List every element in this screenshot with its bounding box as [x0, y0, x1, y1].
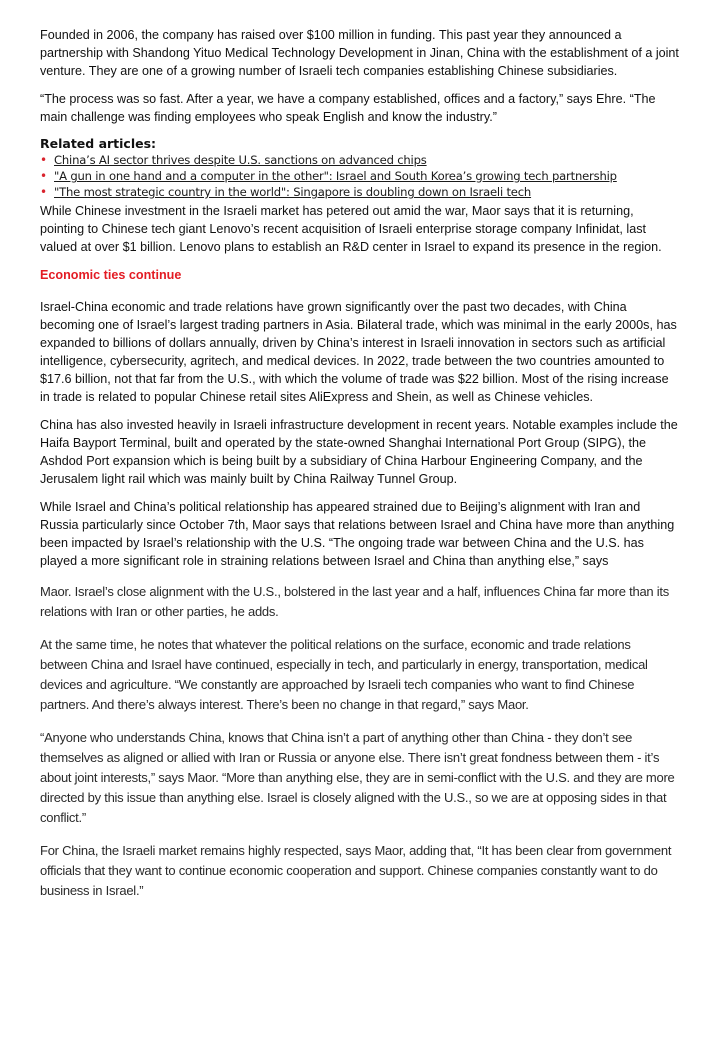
paragraph-political-relationship: While Israel and China’s political relationship has appeared strained due to Beijing’s alignment with Iran and Russia particularly since October 7th, Maor says that relations between Israel and China have more than anything been impacted by Israel’s relationship with the U.S. “The ongoing trade war between China and the U.S. has played a more significant role in straining relations between Israel and China than anything else,” says: [40, 500, 675, 568]
section-heading-economic-ties: Economic ties continue: [40, 268, 182, 282]
related-article-link-singapore[interactable]: "The most strategic country in the world": Singapore is doubling down on Israeli tech: [54, 185, 532, 199]
paragraph-economic-continued: At the same time, he notes that whatever the political relations on the surface, economic and trade relations between China and Israel have continued, especially in tech, and particularly in energy, transportation, medical devices and agriculture. “We constantly are approached by Israeli tech companies who want to find Chinese partners. And there’s always interest. There’s been no change in that regard,” says Maor.: [40, 637, 648, 712]
paragraph-quote-ehre: “The process was so fast. After a year, we have a company established, offices and a factory,” says Ehre. “The main challenge was finding employees who speak English and know the industry.”: [40, 92, 656, 124]
related-articles: [40, 136, 680, 200]
article-body: [40, 26, 680, 914]
bullet-icon: •: [40, 153, 47, 167]
related-article-item: [40, 152, 680, 168]
related-article-item: [40, 168, 680, 184]
bullet-icon: •: [40, 169, 47, 183]
related-articles-heading: Related articles:: [40, 136, 157, 151]
bullet-icon: •: [40, 185, 47, 199]
related-article-item: [40, 184, 680, 200]
related-articles-list: [40, 152, 680, 200]
paragraph-founding: Founded in 2006, the company has raised over $100 million in funding. This past year they announced a partnership with Shandong Yituo Medical Technology Development in Jinan, China with the establishment of a joint venture. They are one of a growing number of Israeli tech companies establishing Chinese subsidiaries.: [40, 28, 679, 78]
paragraph-us-alignment: Maor. Israel’s close alignment with the U.S., bolstered in the last year and a half, influences China far more than its relations with Iran or other parties, he adds.: [40, 584, 670, 619]
paragraph-trade-relations: Israel-China economic and trade relations have grown significantly over the past two decades, with China becoming one of Israel’s largest trading partners in Asia. Bilateral trade, which was minimal in the early 2000s, has expanded to billions of dollars annually, driven by China’s interest in Israeli innovation in sectors such as artificial intelligence, cybersecurity, agritech, and medical devices. In 2022, trade between the two countries amounted to $17.6 billion, not that far from the U.S., with which the volume of trade was $22 billion. Most of the rising increase in trade is related to popular Chinese retail sites AliExpress and Shein, as well as Chinese vehicles.: [40, 300, 677, 404]
related-article-link-ai-sector[interactable]: China’s AI sector thrives despite U.S. sanctions on advanced chips: [54, 153, 427, 167]
paragraph-infrastructure: China has also invested heavily in Israeli infrastructure development in recent years. Notable examples include the Haifa Bayport Terminal, built and operated by the state-owned Shanghai International Port Group (SIPG), the Ashdod Port expansion which is being built by a subsidiary of China Harbour Engineering Company, and the Jerusalem light rail which was mainly built by China Railway Tunnel Group.: [40, 418, 678, 486]
related-article-link-south-korea[interactable]: "A gun in one hand and a computer in the other": Israel and South Korea’s growing tech partnership: [54, 169, 617, 183]
paragraph-joint-interests: “Anyone who understands China, knows that China isn’t a part of anything other than China - they don’t see themselves as aligned or allied with Iran or Russia or anyone else. There isn’t great fondness between them - it’s about joint interests,” says Maor. “More than anything else, they are in semi-conflict with the U.S. and they are more directed by this issue than anything else. Israel is closely aligned with the U.S., so we are at opposing sides in that conflict.”: [40, 730, 675, 825]
paragraph-lenovo: While Chinese investment in the Israeli market has petered out amid the war, Maor says that it is returning, pointing to Chinese tech giant Lenovo’s recent acquisition of Israeli enterprise storage company Infinidat, last valued at over $1 billion. Lenovo plans to establish an R&D center in Israel to expand its presence in the region.: [40, 204, 662, 254]
paragraph-israeli-market: For China, the Israeli market remains highly respected, says Maor, adding that, “It has been clear from government officials that they want to continue economic cooperation and support. Chinese companies constantly want to do business in Israel.”: [40, 843, 672, 898]
article-continuation: [40, 582, 680, 901]
